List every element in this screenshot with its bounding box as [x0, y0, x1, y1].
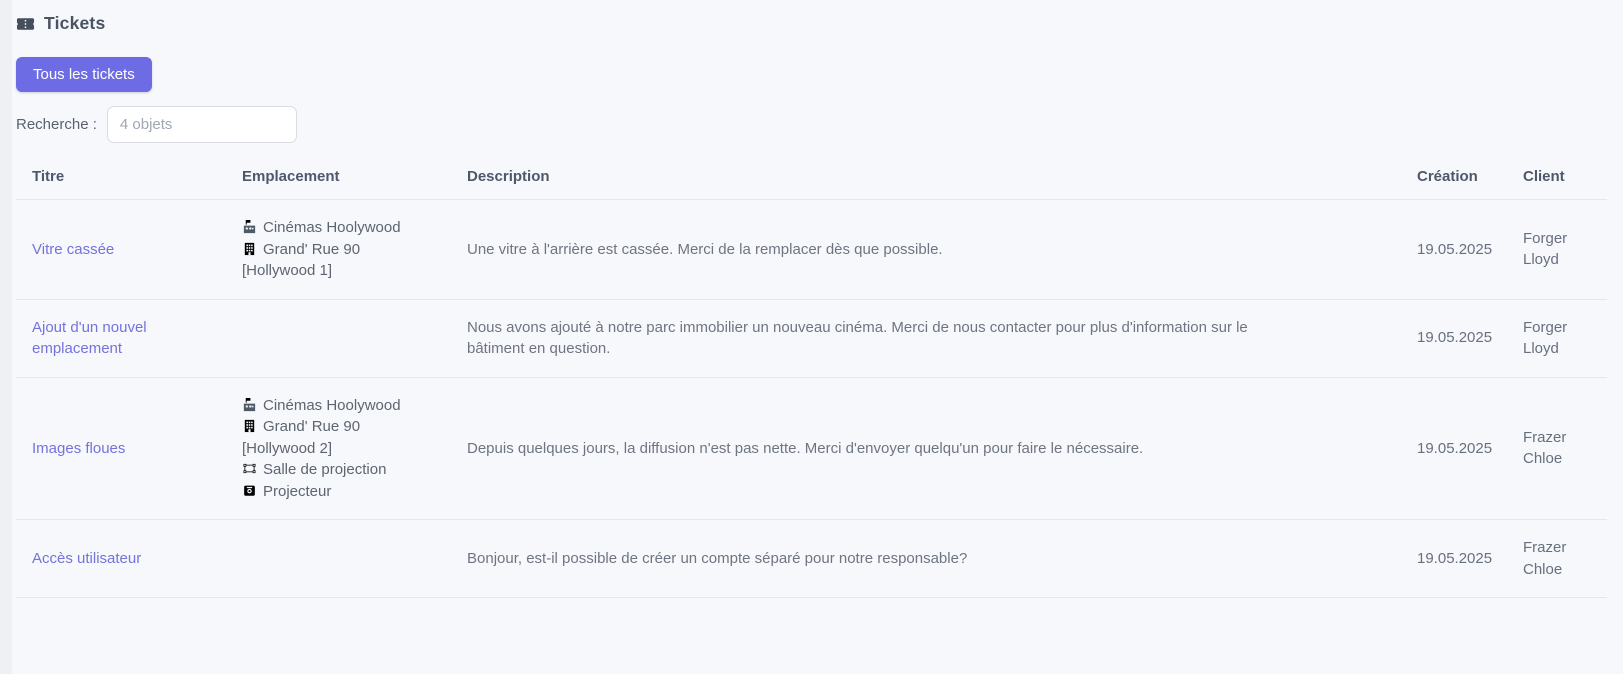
- table-body: [16, 200, 1607, 598]
- ticket-description: Nous avons ajouté à notre parc immobilier un nouveau cinéma. Merci de nous contacter pour plus d'information sur le bâtiment en question.: [467, 318, 1248, 357]
- ticket-title-link[interactable]: Images floues: [32, 439, 126, 457]
- location-cell: [242, 334, 467, 342]
- column-header-creation[interactable]: Création: [1417, 168, 1478, 186]
- column-header-titre[interactable]: Titre: [32, 168, 65, 186]
- search-input[interactable]: [107, 106, 297, 143]
- location-cell: [242, 213, 467, 286]
- column-header-client[interactable]: Client: [1523, 168, 1565, 186]
- ticket-description: Une vitre à l'arrière est cassée. Merci de la remplacer dès que possible.: [467, 240, 943, 258]
- location-label: Projecteur: [263, 482, 332, 500]
- projector-icon: [242, 483, 257, 498]
- ticket-description: Depuis quelques jours, la diffusion n'est pas nette. Merci d'envoyer quelqu'un pour faire le nécessaire.: [467, 439, 1144, 457]
- column-header-emplacement[interactable]: Emplacement: [242, 168, 340, 186]
- ticket-title-link[interactable]: Vitre cassée: [32, 240, 115, 258]
- ticket-client: Frazer Chloe: [1523, 428, 1567, 468]
- ticket-client: Forger Lloyd: [1523, 318, 1568, 357]
- location-line: [242, 416, 437, 459]
- page-title: Tickets: [44, 13, 106, 33]
- table-header-row: [16, 155, 1607, 200]
- all-tickets-button[interactable]: Tous les tickets: [16, 57, 152, 92]
- location-cell: [242, 391, 467, 507]
- location-label: Grand' Rue 90 [Hollywood 2]: [242, 418, 361, 457]
- ticket-created-date: 19.05.2025: [1417, 329, 1493, 347]
- organization-icon: [242, 397, 257, 412]
- location-label: Cinémas Hoolywood: [263, 219, 401, 236]
- ticket-client: Frazer Chloe: [1523, 539, 1567, 578]
- location-label: Grand' Rue 90 [Hollywood 1]: [242, 240, 361, 279]
- location-line: [242, 239, 437, 282]
- location-line: [242, 459, 437, 481]
- location-line: [242, 481, 437, 503]
- location-line: [242, 395, 437, 417]
- table-row: [16, 520, 1607, 598]
- column-header-description[interactable]: Description: [467, 168, 550, 186]
- table-row: [16, 200, 1607, 300]
- room-icon: [242, 461, 257, 476]
- tickets-table: [16, 155, 1607, 598]
- building-icon: [242, 241, 257, 256]
- table-row: [16, 378, 1607, 521]
- location-cell: [242, 555, 467, 563]
- ticket-created-date: 19.05.2025: [1417, 549, 1493, 567]
- ticket-icon: [16, 16, 35, 32]
- ticket-title-link[interactable]: Ajout d'un nouvel emplacement: [32, 318, 147, 357]
- search-label: Recherche :: [16, 116, 97, 133]
- ticket-created-date: 19.05.2025: [1417, 439, 1493, 457]
- ticket-title-link[interactable]: Accès utilisateur: [32, 549, 142, 567]
- building-icon: [242, 418, 257, 433]
- page-header: [16, 0, 1607, 34]
- organization-icon: [242, 219, 257, 234]
- location-line: [242, 217, 437, 239]
- location-label: Cinémas Hoolywood: [263, 396, 401, 414]
- table-row: [16, 300, 1607, 378]
- ticket-description: Bonjour, est-il possible de créer un compte séparé pour notre responsable?: [467, 549, 968, 567]
- ticket-created-date: 19.05.2025: [1417, 240, 1493, 258]
- ticket-client: Forger Lloyd: [1523, 229, 1568, 269]
- location-label: Salle de projection: [263, 461, 387, 478]
- search-row: [16, 106, 1607, 143]
